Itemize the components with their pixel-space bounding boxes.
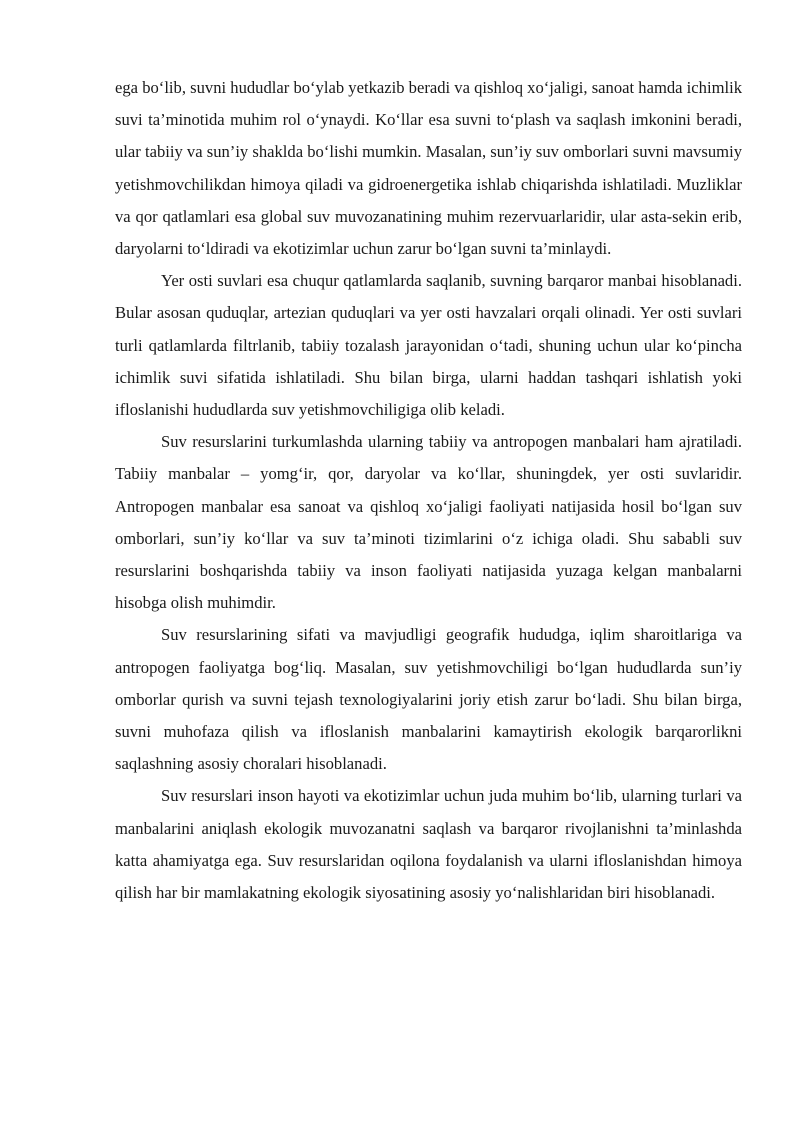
paragraph-3: Suv resurslarini turkumlashda ularning tabiiy va antropogen manbalari ham ajratiladi. Tabiiy manbalar – yomg‘ir, qor, daryolar va ko‘llar, shuningdek, yer osti suvlaridir. Antropogen manbalar esa sanoat va qishloq xo‘jaligi faoliyati natijasida hosil bo‘lgan suv omborlari, sun’iy ko‘llar va suv ta’minoti tizimlarini o‘z ichiga oladi. Shu sababli suv resurslarini boshqarishda tabiiy va inson faoliyati natijasida yuzaga kelgan manbalarni hisobga olish muhimdir. bbox=[115, 432, 742, 613]
paragraph-4: Suv resurslarining sifati va mavjudligi geografik hududga, iqlim sharoitlariga va antropogen faoliyatga bog‘liq. Masalan, suv yetishmovchiligi bo‘lgan hududlarda sun’iy omborlar qurish va suvni tejash texnologiyalarini joriy etish zarur bo‘ladi. Shu bilan birga, suvni muhofaza qilish va ifloslanish manbalarini kamaytirish ekologik barqarorlikni saqlashning asosiy choralari hisoblanadi. bbox=[115, 625, 742, 774]
document-body bbox=[115, 72, 742, 909]
paragraph-1: ega bo‘lib, suvni hududlar bo‘ylab yetkazib beradi va qishloq xo‘jaligi, sanoat hamda ichimlik suvi ta’minotida muhim rol o‘ynaydi. Ko‘llar esa suvni to‘plash va saqlash imkonini beradi, ular tabiiy va sun’iy shaklda bo‘lishi mumkin. Masalan, sun’iy suv omborlari suvni mavsumiy yetishmovchilikdan himoya qiladi va gidroenergetika ishlab chiqarishda ishlatiladi. Muzliklar va qor qatlamlari esa global suv muvozanatining muhim rezervuarlaridir, ular asta-sekin erib, daryolarni to‘ldiradi va ekotizimlar uchun zarur bo‘lgan suvni ta’minlaydi. bbox=[115, 78, 742, 259]
paragraph-5: Suv resurslari inson hayoti va ekotizimlar uchun juda muhim bo‘lib, ularning turlari va manbalarini aniqlash ekologik muvozanatni saqlash va barqaror rivojlanishni ta’minlashda katta ahamiyatga ega. Suv resurslaridan oqilona foydalanish va ularni ifloslanishdan himoya qilish har bir mamlakatning ekologik siyosatining asosiy yo‘nalishlaridan biri hisoblanadi. bbox=[115, 786, 742, 903]
paragraph-2: Yer osti suvlari esa chuqur qatlamlarda saqlanib, suvning barqaror manbai hisoblanadi. Bular asosan quduqlar, artezian quduqlari va yer osti havzalari orqali olinadi. Yer osti suvlari turli qatlamlarda filtrlanib, tabiiy tozalash jarayonidan o‘tadi, shuning uchun ular ko‘pincha ichimlik suvi sifatida ishlatiladi. Shu bilan birga, ularni haddan tashqari ishlatish yoki ifloslanishi hududlarda suv yetishmovchiligiga olib keladi. bbox=[115, 271, 742, 420]
